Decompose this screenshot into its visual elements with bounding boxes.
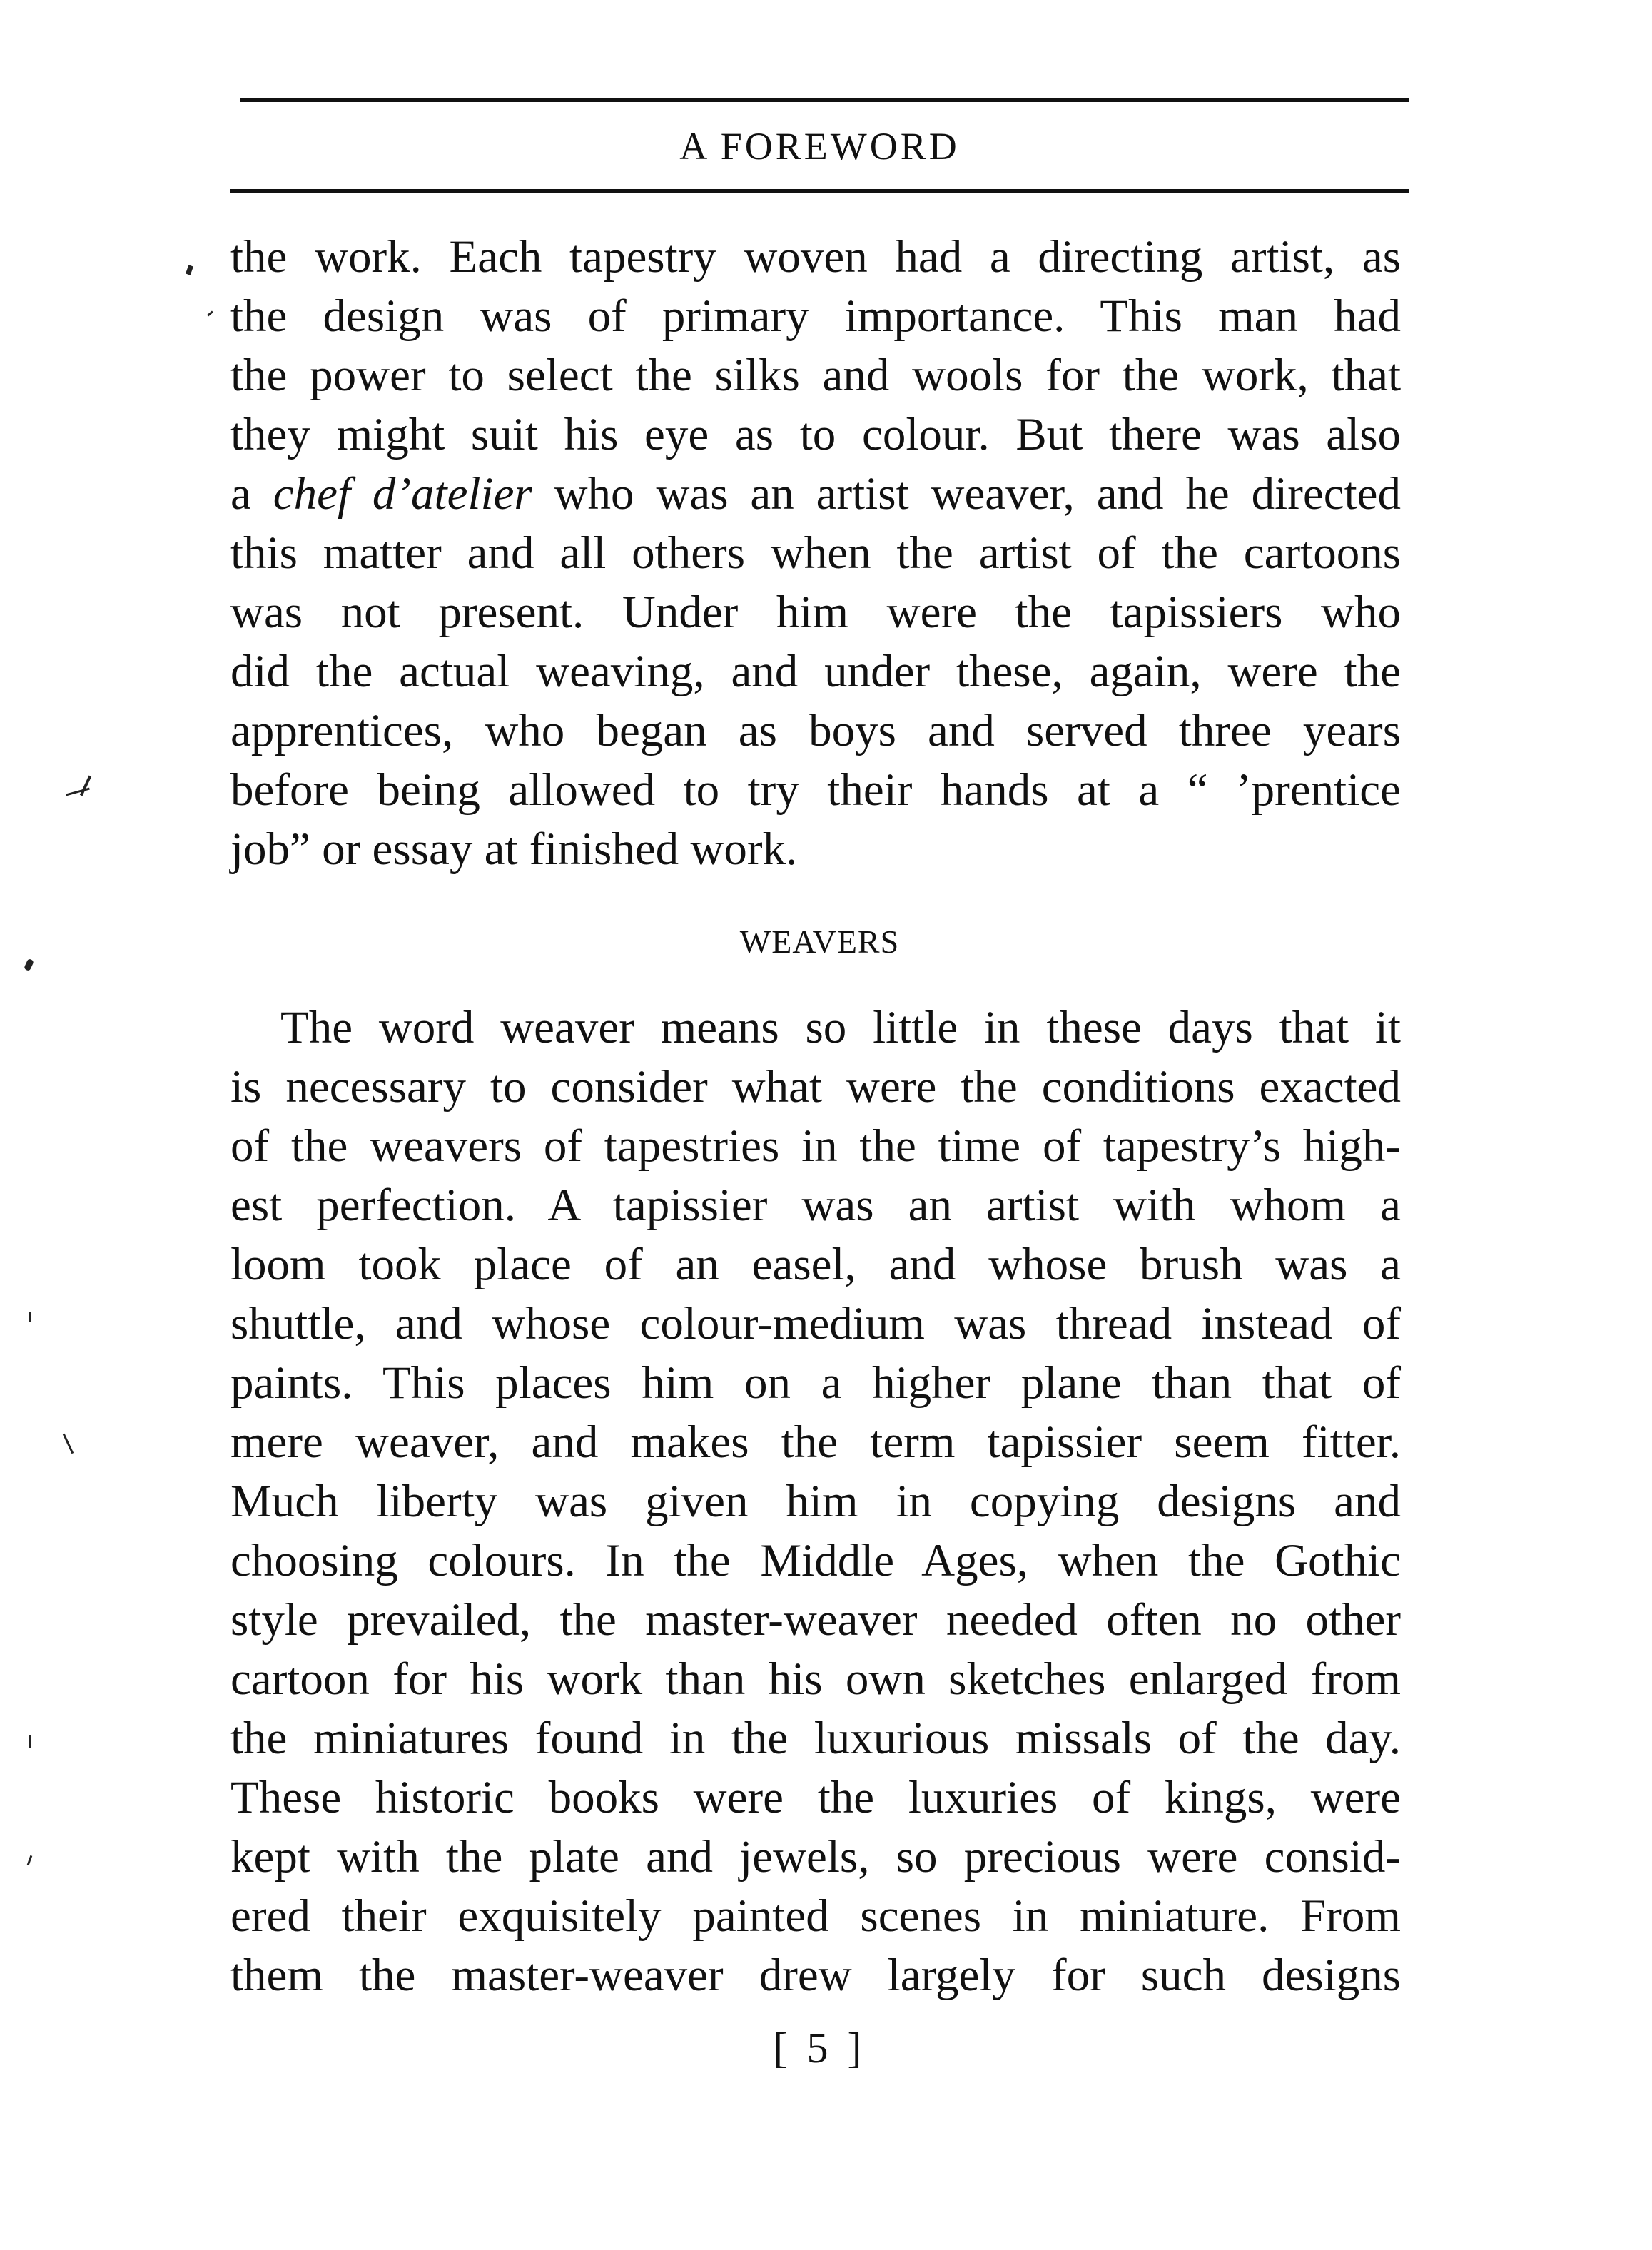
text-line: apprentices, who began as boys and served three years bbox=[230, 705, 1401, 756]
text-line: the work. Each tapestry woven had a directing artist, as bbox=[230, 231, 1401, 283]
scan-speck bbox=[207, 310, 213, 316]
running-title: A FOREWORD bbox=[679, 125, 960, 168]
scan-speck bbox=[24, 958, 34, 971]
scan-speck bbox=[63, 1434, 74, 1454]
scan-speck bbox=[27, 1855, 33, 1865]
text-line: mere weaver, and makes the term tapissier seem fitter. bbox=[230, 1417, 1401, 1468]
text-line: of the weavers of tapestries in the time of tapestry’s high- bbox=[230, 1120, 1401, 1172]
text-line: The word weaver means so little in these days that it bbox=[280, 1002, 1401, 1053]
text-line: Much liberty was given him in copying designs and bbox=[230, 1476, 1401, 1527]
text-line: kept with the plate and jewels, so precious were consid- bbox=[230, 1831, 1401, 1882]
page-number: [ 5 ] bbox=[773, 2025, 866, 2072]
text-line: was not present. Under him were the tapissiers who bbox=[230, 587, 1401, 638]
text-line: ered their exquisitely painted scenes in miniature. From bbox=[230, 1890, 1401, 1942]
text-line-rest: who was an artist weaver, and he directed bbox=[554, 468, 1401, 520]
text-line-prefix: a bbox=[230, 468, 273, 520]
text-line: this matter and all others when the artist of the cartoons bbox=[230, 527, 1401, 579]
text-line: These historic books were the luxuries of kings, were bbox=[230, 1772, 1401, 1823]
text-line: before being allowed to try their hands at a “ ’prentice bbox=[230, 764, 1401, 816]
text-line: the power to select the silks and wools for the work, that bbox=[230, 350, 1401, 401]
text-line: is necessary to consider what were the conditions exacted bbox=[230, 1061, 1401, 1113]
scan-speck bbox=[80, 776, 91, 796]
text-line: style prevailed, the master-weaver needed often no other bbox=[230, 1594, 1401, 1646]
scan-speck bbox=[186, 265, 193, 275]
text-line: choosing colours. In the Middle Ages, when the Gothic bbox=[230, 1535, 1401, 1586]
text-line: the miniatures found in the luxurious missals of the day. bbox=[230, 1713, 1401, 1764]
italic-term: chef d’atelier bbox=[273, 468, 532, 520]
text-line: cartoon for his work than his own sketches enlarged from bbox=[230, 1653, 1401, 1705]
text-line: est perfection. A tapissier was an artist with whom a bbox=[230, 1180, 1401, 1231]
text-line: did the actual weaving, and under these, again, were the bbox=[230, 646, 1401, 697]
text-line: shuttle, and whose colour-medium was thread instead of bbox=[230, 1298, 1401, 1349]
text-line: them the master-weaver drew largely for such designs bbox=[230, 1950, 1401, 2001]
scan-speck bbox=[29, 1735, 31, 1748]
text-line: they might suit his eye as to colour. But there was also bbox=[230, 409, 1401, 460]
header-rule-top bbox=[240, 98, 1409, 102]
header-rule-bottom bbox=[230, 189, 1409, 193]
scan-speck bbox=[29, 1312, 31, 1322]
text-line: job” or essay at finished work. bbox=[230, 824, 798, 875]
scan-speck bbox=[66, 788, 90, 796]
text-line bbox=[230, 464, 1401, 524]
text-line: paints. This places him on a higher plane than that of bbox=[230, 1357, 1401, 1409]
text-line-gap bbox=[532, 468, 554, 520]
text-line: loom took place of an easel, and whose brush was a bbox=[230, 1239, 1401, 1290]
section-heading: WEAVERS bbox=[739, 923, 900, 960]
text-line: the design was of primary importance. This man had bbox=[230, 290, 1401, 342]
